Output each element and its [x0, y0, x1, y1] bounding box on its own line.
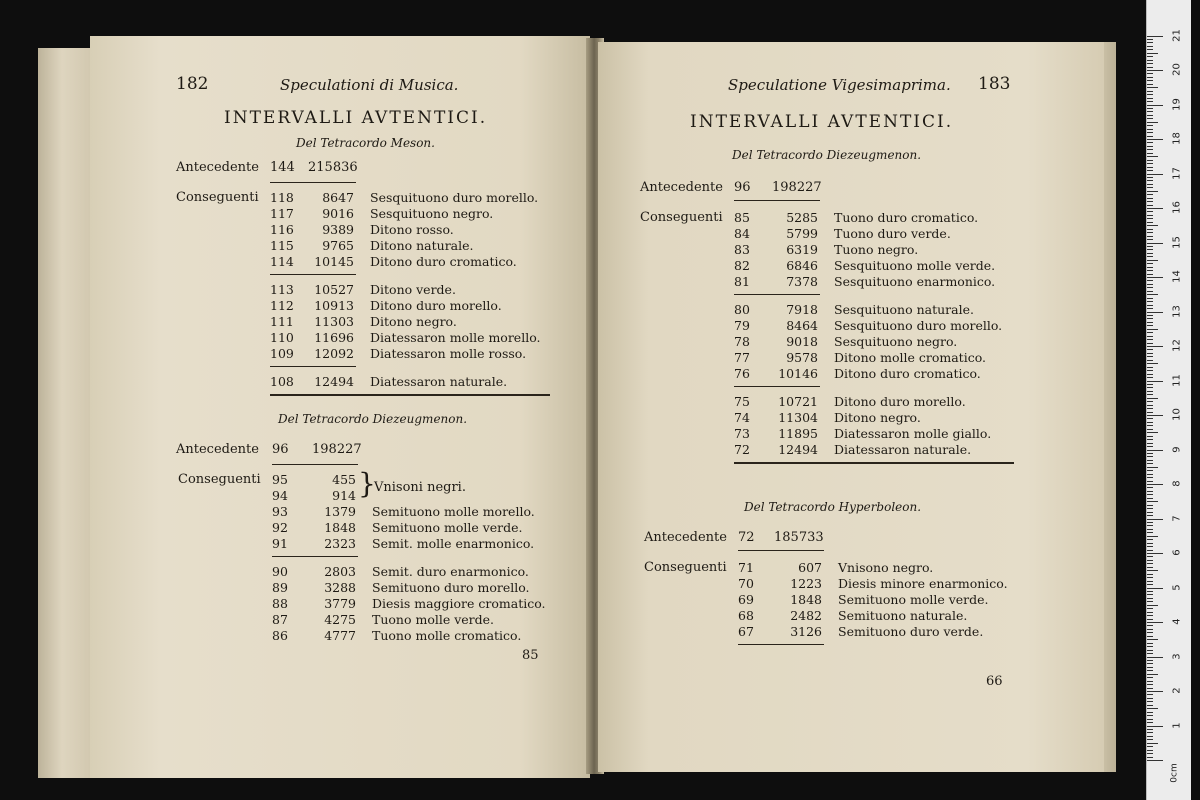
ruler-tick: [1147, 601, 1153, 602]
ruler-number: 1: [1171, 721, 1183, 729]
ruler-tick: [1147, 160, 1153, 161]
ruler-tick: [1147, 53, 1158, 54]
ruler-tick: [1147, 367, 1153, 368]
ruler-tick: [1147, 280, 1153, 281]
ruler-tick: [1147, 753, 1153, 754]
ruler-tick: [1147, 556, 1153, 557]
ruler-tick: [1147, 60, 1153, 61]
ruler-tick: [1147, 422, 1153, 423]
ruler-tick: [1147, 588, 1163, 589]
ruler-tick: [1147, 67, 1153, 68]
ruler-tick: [1147, 73, 1153, 74]
ruler-tick: [1147, 429, 1153, 430]
ruler-tick: [1147, 208, 1163, 209]
right-page: Speculatione Vigesimaprima. 183 INTERVALLI AVTENTICI. Del Tetracordo Diezeugmenon. Antecedente 96 198227 Conseguenti 85 5285 Tuono duro cromatico. 84 5799 Tuono duro verde. 83 6319 Tuono negro. 82 6846 Sesquituono molle verde. 81 7378 Sesquituono enarmonico. 80 7918 Sesquituono naturale. 79 8464 Sesquituono duro morello. 78 9018 Sesquituono negro. 77 9578 Ditono molle cromatico. 76 10146 Ditono duro cromatico. 75 10721 Ditono duro morello. 74 11304 Ditono negro. 73 11895 Diatessaron molle giallo. 72 12494 Diatessaron naturale. Del Tetracordo Hyperboleon. Antecedente 72 185733 Conseguenti 71 607 Vnisono negro. 70 1223 Diesis minore enarmonico. 69 1848 Semituono molle verde. 68 2482 Semituono naturale. 67 3126 Semituono duro verde. 66: [598, 42, 1104, 772]
ruler-tick: [1147, 532, 1153, 533]
ruler-tick: [1147, 726, 1163, 727]
ruler-tick: [1147, 339, 1153, 340]
ruler-number: 19: [1171, 97, 1183, 111]
ruler-tick: [1147, 539, 1153, 540]
ruler-tick: [1147, 505, 1153, 506]
ruler-tick: [1147, 315, 1153, 316]
ruler-tick: [1147, 567, 1153, 568]
ruler-tick: [1147, 460, 1153, 461]
ruler-tick: [1147, 394, 1153, 395]
antecedente-number: 72: [738, 530, 755, 545]
ruler-tick: [1147, 301, 1153, 302]
ruler-tick: [1147, 312, 1163, 313]
ruler-tick: [1147, 305, 1153, 306]
ruler-tick: [1147, 111, 1153, 112]
ruler-tick: [1147, 591, 1153, 592]
conseguenti-label: Conseguenti: [178, 472, 261, 487]
ruler-tick: [1147, 98, 1153, 99]
ruler-tick: [1147, 653, 1153, 654]
ruler-tick: [1147, 629, 1153, 630]
ruler-tick: [1147, 63, 1153, 64]
ruler-tick: [1147, 622, 1163, 623]
ruler-tick: [1147, 325, 1153, 326]
ruler-tick: [1147, 660, 1153, 661]
running-head: Speculationi di Musica.: [280, 76, 459, 94]
ruler-tick: [1147, 643, 1153, 644]
section-end-rule: [270, 394, 550, 396]
section-end-rule: [734, 462, 1014, 464]
ruler-tick: [1147, 256, 1153, 257]
ruler-tick: [1147, 463, 1153, 464]
ruler-tick: [1147, 677, 1153, 678]
page-number: 182: [176, 74, 209, 94]
ruler-tick: [1147, 494, 1153, 495]
ruler-tick: [1147, 298, 1153, 299]
ruler-tick: [1147, 729, 1153, 730]
ruler-tick: [1147, 336, 1153, 337]
ruler-tick: [1147, 691, 1163, 692]
ruler-tick: [1147, 218, 1153, 219]
ruler-tick: [1147, 477, 1153, 478]
ruler-tick: [1147, 370, 1153, 371]
ruler-tick: [1147, 574, 1153, 575]
ruler-tick: [1147, 750, 1153, 751]
ruler-tick: [1147, 453, 1153, 454]
ruler-tick: [1147, 239, 1153, 240]
ruler-tick: [1147, 56, 1153, 57]
ruler-tick: [1147, 698, 1153, 699]
ruler-tick: [1147, 625, 1153, 626]
antecedente-label: Antecedente: [644, 530, 727, 545]
divider: [734, 386, 820, 387]
ruler-number: 14: [1171, 270, 1183, 283]
ruler-tick: [1147, 636, 1153, 637]
ruler-tick: [1147, 277, 1163, 278]
ruler-tick: [1147, 263, 1153, 264]
antecedente-number: 96: [272, 442, 289, 457]
ruler-tick: [1147, 705, 1153, 706]
ruler-tick: [1147, 418, 1153, 419]
ruler-tick: [1147, 398, 1158, 399]
ruler-tick: [1147, 650, 1153, 651]
ruler-tick: [1147, 519, 1163, 520]
ruler-tick: [1147, 594, 1153, 595]
section-subtitle: Del Tetracordo Diezeugmenon.: [278, 412, 468, 426]
antecedente-label: Antecedente: [640, 180, 723, 195]
ruler-tick: [1147, 436, 1153, 437]
ruler-tick: [1147, 149, 1153, 150]
page-title: INTERVALLI AVTENTICI.: [224, 108, 488, 128]
ruler-tick: [1147, 274, 1153, 275]
ruler-tick: [1147, 536, 1158, 537]
ruler-tick: [1147, 167, 1153, 168]
ruler-tick: [1147, 77, 1153, 78]
ruler-tick: [1147, 619, 1153, 620]
ruler-tick: [1147, 205, 1153, 206]
ruler-tick: [1147, 632, 1153, 633]
ruler-tick: [1147, 198, 1153, 199]
ruler-tick: [1147, 253, 1153, 254]
ruler-tick: [1147, 543, 1153, 544]
ruler-tick: [1147, 118, 1153, 119]
ruler-tick: [1147, 39, 1153, 40]
ruler-number: 5: [1171, 583, 1183, 591]
open-book: [38, 28, 1118, 780]
divider: [738, 644, 824, 645]
conseguenti-label: Conseguenti: [640, 210, 723, 225]
ruler-tick: [1147, 187, 1153, 188]
ruler-tick: [1147, 136, 1153, 137]
ruler-tick: [1147, 236, 1153, 237]
ruler-tick: [1147, 743, 1158, 744]
ruler-number: 6: [1171, 549, 1183, 556]
ruler-tick: [1147, 674, 1158, 675]
ruler-tick: [1147, 736, 1153, 737]
ruler-tick: [1147, 684, 1153, 685]
ruler-tick: [1147, 515, 1153, 516]
ruler-tick: [1147, 446, 1153, 447]
ruler-number: 9: [1171, 445, 1183, 453]
ruler-tick: [1147, 688, 1153, 689]
ruler-tick: [1147, 598, 1153, 599]
ruler-tick: [1147, 249, 1153, 250]
ruler-tick: [1147, 681, 1153, 682]
ruler-tick: [1147, 294, 1158, 295]
antecedente-value: 198227: [312, 442, 362, 457]
ruler-tick: [1147, 563, 1153, 564]
ruler-tick: [1147, 522, 1153, 523]
ruler-tick: [1147, 722, 1153, 723]
ruler-tick: [1147, 201, 1153, 202]
ruler-tick: [1147, 163, 1153, 164]
ruler-tick: [1147, 581, 1153, 582]
ruler-tick: [1147, 49, 1153, 50]
ruler-unit: 0cm: [1169, 763, 1180, 783]
ruler-tick: [1147, 270, 1153, 271]
ruler-tick: [1147, 577, 1153, 578]
ruler-tick: [1147, 215, 1153, 216]
ruler-tick: [1147, 481, 1153, 482]
ruler-tick: [1147, 401, 1153, 402]
ruler-tick: [1147, 450, 1163, 451]
ruler-number: 11: [1171, 373, 1183, 387]
brace-mark: }: [358, 467, 376, 500]
ruler-tick: [1147, 332, 1153, 333]
antecedente-value: 198227: [772, 180, 822, 195]
ruler-tick: [1147, 508, 1153, 509]
ruler-tick: [1147, 94, 1153, 95]
ruler-tick: [1147, 412, 1153, 413]
conseguenti-label: Conseguenti: [176, 190, 259, 205]
ruler-tick: [1147, 608, 1153, 609]
antecedente-label: Antecedente: [176, 442, 259, 457]
divider: [270, 274, 356, 275]
ruler-tick: [1147, 498, 1153, 499]
divider: [270, 366, 356, 367]
ruler-tick: [1147, 243, 1163, 244]
ruler-number: 3: [1171, 652, 1183, 660]
ruler-tick: [1147, 36, 1163, 37]
ruler-tick: [1147, 174, 1163, 175]
ruler-tick: [1147, 584, 1153, 585]
catchword: 85: [522, 648, 539, 663]
ruler-tick: [1147, 739, 1153, 740]
ruler-tick: [1147, 346, 1163, 347]
ruler-tick: [1147, 391, 1153, 392]
ruler-tick: [1147, 529, 1153, 530]
ruler-tick: [1147, 225, 1158, 226]
ruler-tick: [1147, 353, 1153, 354]
ruler-tick: [1147, 156, 1158, 157]
brace-label: Vnisoni negri.: [374, 480, 466, 495]
page-edges-left: [38, 48, 98, 778]
ruler-tick: [1147, 246, 1153, 247]
ruler-number: 13: [1171, 304, 1183, 318]
ruler-tick: [1147, 180, 1153, 181]
ruler-tick: [1147, 615, 1153, 616]
ruler-tick: [1147, 191, 1158, 192]
ruler-tick: [1147, 708, 1158, 709]
ruler-tick: [1147, 360, 1153, 361]
page-number: 183: [978, 74, 1011, 94]
ruler-number: 10: [1171, 408, 1183, 421]
ruler-tick: [1147, 260, 1158, 261]
left-page: 182 Speculationi di Musica. INTERVALLI AVTENTICI. Del Tetracordo Meson. Antecedente 144 215836 Conseguenti 118 8647 Sesquituono duro morello. 117 9016 Sesquituono negro. 116 9389 Ditono rosso. 115 9765 Ditono naturale. 114 10145 Ditono duro cromatico. 113 10527 Ditono verde. 112 10913 Ditono duro morello. 111 11303 Ditono negro. 110 11696 Diatessaron molle morello. 109 12092 Diatessaron molle rosso. 108 12494 Diatessaron naturale. Del Tetracordo Diezeugmenon. Antecedente 96 198227 Conseguenti 95 455 94 914 } Vnisoni negri. 93 1379 Semituono molle morello. 92 1848 Semituono molle verde. 91 2323 Semit. molle enarmonico. 90 2803 Semit. duro enarmonico. 89 3288 Semituono duro morello. 88 3779 Diesis maggiore cromatico. 87 4275 Tuono molle verde. 86 4777 Tuono molle cromatico. 85: [90, 36, 590, 778]
section-subtitle: Del Tetracordo Diezeugmenon.: [732, 148, 922, 162]
ruler-tick: [1147, 612, 1153, 613]
ruler-tick: [1147, 512, 1153, 513]
ruler-tick: [1147, 184, 1153, 185]
ruler-number: 17: [1171, 166, 1183, 180]
ruler-number: 15: [1171, 235, 1183, 249]
ruler-tick: [1147, 474, 1153, 475]
ruler-number: 21: [1171, 28, 1183, 42]
ruler-tick: [1147, 80, 1153, 81]
ruler-tick: [1147, 760, 1163, 761]
section-subtitle: Del Tetracordo Meson.: [296, 136, 435, 150]
divider: [272, 464, 358, 465]
running-head: Speculatione Vigesimaprima.: [728, 76, 951, 94]
ruler-tick: [1147, 657, 1163, 658]
ruler-tick: [1147, 108, 1153, 109]
ruler-tick: [1147, 646, 1153, 647]
antecedente-number: 96: [734, 180, 751, 195]
ruler-tick: [1147, 132, 1153, 133]
ruler-tick: [1147, 757, 1153, 758]
ruler-number: 18: [1171, 132, 1183, 145]
ruler-tick: [1147, 377, 1153, 378]
ruler-tick: [1147, 194, 1153, 195]
ruler-number: 7: [1171, 514, 1183, 522]
ruler-tick: [1147, 170, 1153, 171]
ruler-number: 2: [1171, 687, 1183, 694]
page-title: INTERVALLI AVTENTICI.: [690, 112, 954, 132]
ruler-tick: [1147, 363, 1158, 364]
ruler-number: 4: [1171, 618, 1183, 625]
divider: [270, 182, 356, 183]
ruler-tick: [1147, 487, 1153, 488]
divider: [738, 550, 824, 551]
ruler-number: 20: [1171, 63, 1183, 76]
ruler-tick: [1147, 425, 1153, 426]
section-subtitle: Del Tetracordo Hyperboleon.: [744, 500, 922, 514]
ruler-tick: [1147, 125, 1153, 126]
ruler-tick: [1147, 46, 1153, 47]
ruler-tick: [1147, 546, 1153, 547]
ruler-tick: [1147, 87, 1158, 88]
ruler-tick: [1147, 356, 1153, 357]
ruler-tick: [1147, 329, 1158, 330]
ruler-tick: [1147, 211, 1153, 212]
ruler-tick: [1147, 439, 1153, 440]
ruler-tick: [1147, 701, 1153, 702]
ruler-tick: [1147, 115, 1153, 116]
ruler-tick: [1147, 746, 1153, 747]
ruler-tick: [1147, 415, 1163, 416]
ruler-tick: [1147, 374, 1153, 375]
ruler-tick: [1147, 291, 1153, 292]
ruler-tick: [1147, 101, 1153, 102]
ruler-tick: [1147, 139, 1163, 140]
ruler-tick: [1147, 715, 1153, 716]
ruler-tick: [1147, 267, 1153, 268]
ruler-number: 8: [1171, 480, 1183, 487]
ruler-tick: [1147, 570, 1158, 571]
divider: [734, 200, 820, 201]
ruler-tick: [1147, 719, 1153, 720]
ruler-tick: [1147, 443, 1153, 444]
antecedente-label: Antecedente: [176, 160, 259, 175]
ruler-tick: [1147, 142, 1153, 143]
ruler-tick: [1147, 287, 1153, 288]
ruler-tick: [1147, 639, 1158, 640]
antecedente-value: 185733: [774, 530, 824, 545]
ruler-tick: [1147, 105, 1163, 106]
ruler-tick: [1147, 284, 1153, 285]
ruler-tick: [1147, 146, 1153, 147]
ruler-number: 12: [1171, 339, 1183, 352]
ruler-tick: [1147, 381, 1163, 382]
ruler-tick: [1147, 129, 1153, 130]
ruler-tick: [1147, 349, 1153, 350]
ruler-tick: [1147, 484, 1163, 485]
ruler-tick: [1147, 229, 1153, 230]
ruler-tick: [1147, 318, 1153, 319]
ruler-tick: [1147, 222, 1153, 223]
ruler-tick: [1147, 491, 1153, 492]
ruler-tick: [1147, 670, 1153, 671]
ruler-tick: [1147, 694, 1153, 695]
ruler-tick: [1147, 501, 1158, 502]
ruler-tick: [1147, 408, 1153, 409]
ruler-number: 16: [1171, 201, 1183, 214]
ruler-tick: [1147, 153, 1153, 154]
conseguenti-label: Conseguenti: [644, 560, 727, 575]
ruler-tick: [1147, 177, 1153, 178]
ruler-tick: [1147, 84, 1153, 85]
ruler-tick: [1147, 525, 1153, 526]
ruler-tick: [1147, 405, 1153, 406]
ruler-tick: [1147, 732, 1153, 733]
ruler-tick: [1147, 560, 1153, 561]
ruler-tick: [1147, 343, 1153, 344]
ruler-tick: [1147, 605, 1158, 606]
measurement-ruler: [1146, 0, 1191, 800]
catchword: 66: [986, 674, 1003, 689]
ruler-tick: [1147, 322, 1153, 323]
ruler-tick: [1147, 712, 1153, 713]
divider: [734, 294, 820, 295]
ruler-tick: [1147, 456, 1153, 457]
ruler-tick: [1147, 553, 1163, 554]
ruler-tick: [1147, 70, 1163, 71]
ruler-tick: [1147, 308, 1153, 309]
ruler-tick: [1147, 384, 1153, 385]
ruler-tick: [1147, 387, 1153, 388]
ruler-tick: [1147, 232, 1153, 233]
ruler-tick: [1147, 467, 1158, 468]
ruler-tick: [1147, 122, 1158, 123]
antecedente-value: 215836: [308, 160, 358, 175]
ruler-tick: [1147, 91, 1153, 92]
antecedente-number: 144: [270, 160, 295, 175]
ruler-tick: [1147, 42, 1153, 43]
ruler-tick: [1147, 432, 1158, 433]
ruler-tick: [1147, 663, 1153, 664]
ruler-tick: [1147, 667, 1153, 668]
ruler-tick: [1147, 550, 1153, 551]
divider: [272, 556, 358, 557]
ruler-tick: [1147, 470, 1153, 471]
